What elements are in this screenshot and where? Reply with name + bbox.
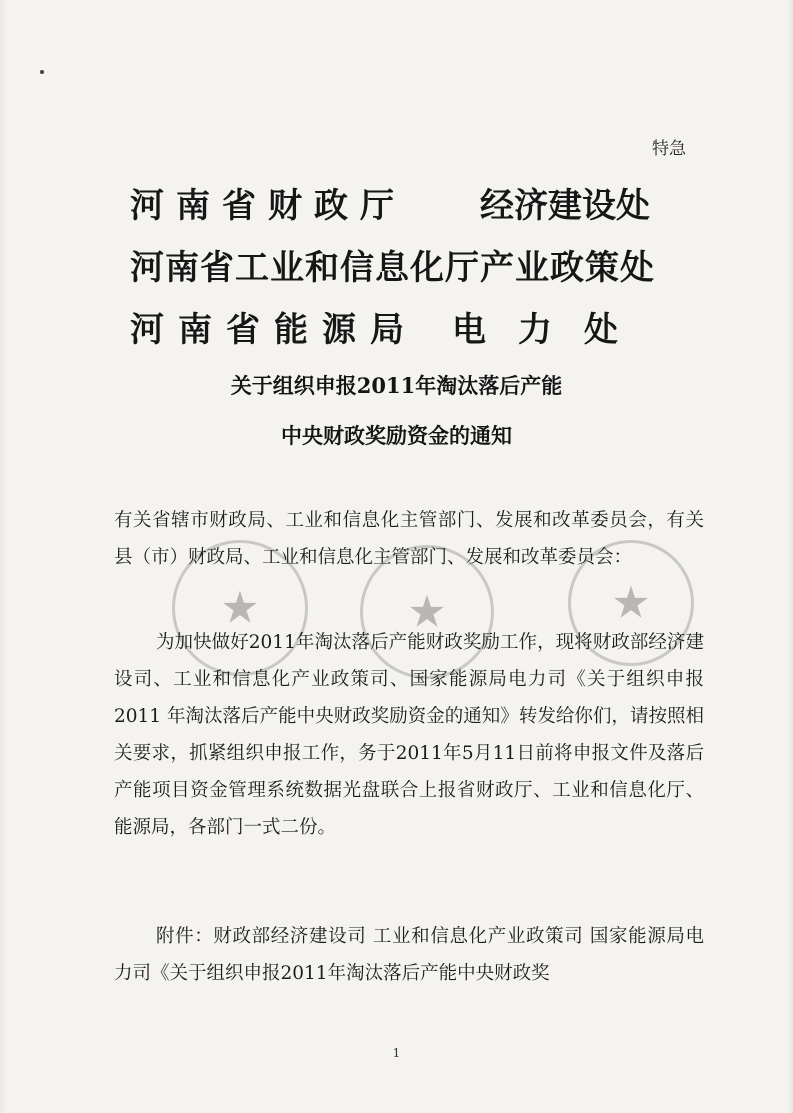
scan-speck [40,70,44,74]
addressee-paragraph [114,502,704,576]
star-icon: ★ [611,577,651,629]
attachment-paragraph [114,918,704,992]
document-title-line-1: 关于组织申报2011年淘汰落后产能 [230,373,563,398]
issuer-industry-dept: 河南省工业和信息化厅产业政策处 [130,248,655,288]
main-paragraph [114,624,704,846]
document-title-line-2: 中央财政奖励资金的通知 [281,423,512,448]
attachment-text: 附件：财政部经济建设司 工业和信息化产业政策司 国家能源局电力司《关于组织申报2011年淘汰落后产能中央财政奖 [114,926,704,984]
main-text: 为加快做好2011年淘汰落后产能财政奖励工作，现将财政部经济建设司、工业和信息化产业政策司、国家能源局电力司《关于组织申报 2011 年淘汰落后产能中央财政奖励资金的通知》转发给你们，请按照相关要求，抓紧组织申报工作，务于2011年5月11日前将申报文件及落后产能项目资金管理系统数据光盘联合上报省财政厅、工业和信息化厅、能源局，各部门一式二份。 [114,632,704,838]
issuer-energy-bureau: 河南省能源局 [130,310,418,350]
urgency-label: 特急 [652,139,686,159]
issuer-finance-dept: 河南省财政厅 [130,186,406,226]
star-icon: ★ [407,586,447,638]
issuer-line-1 [130,178,650,227]
star-icon: ★ [220,582,260,634]
issuer-line-2 [130,240,655,289]
issuer-economic-construction: 经济建设处 [480,186,650,226]
issuer-line-3 [130,302,650,351]
issuer-power-division: 电力处 [452,310,650,350]
page-number: 1 [392,1046,401,1060]
addressee-text: 有关省辖市财政局、工业和信息化主管部门、发展和改革委员会，有关县（市）财政局、工业和信息化主管部门、发展和改革委员会： [114,510,704,568]
